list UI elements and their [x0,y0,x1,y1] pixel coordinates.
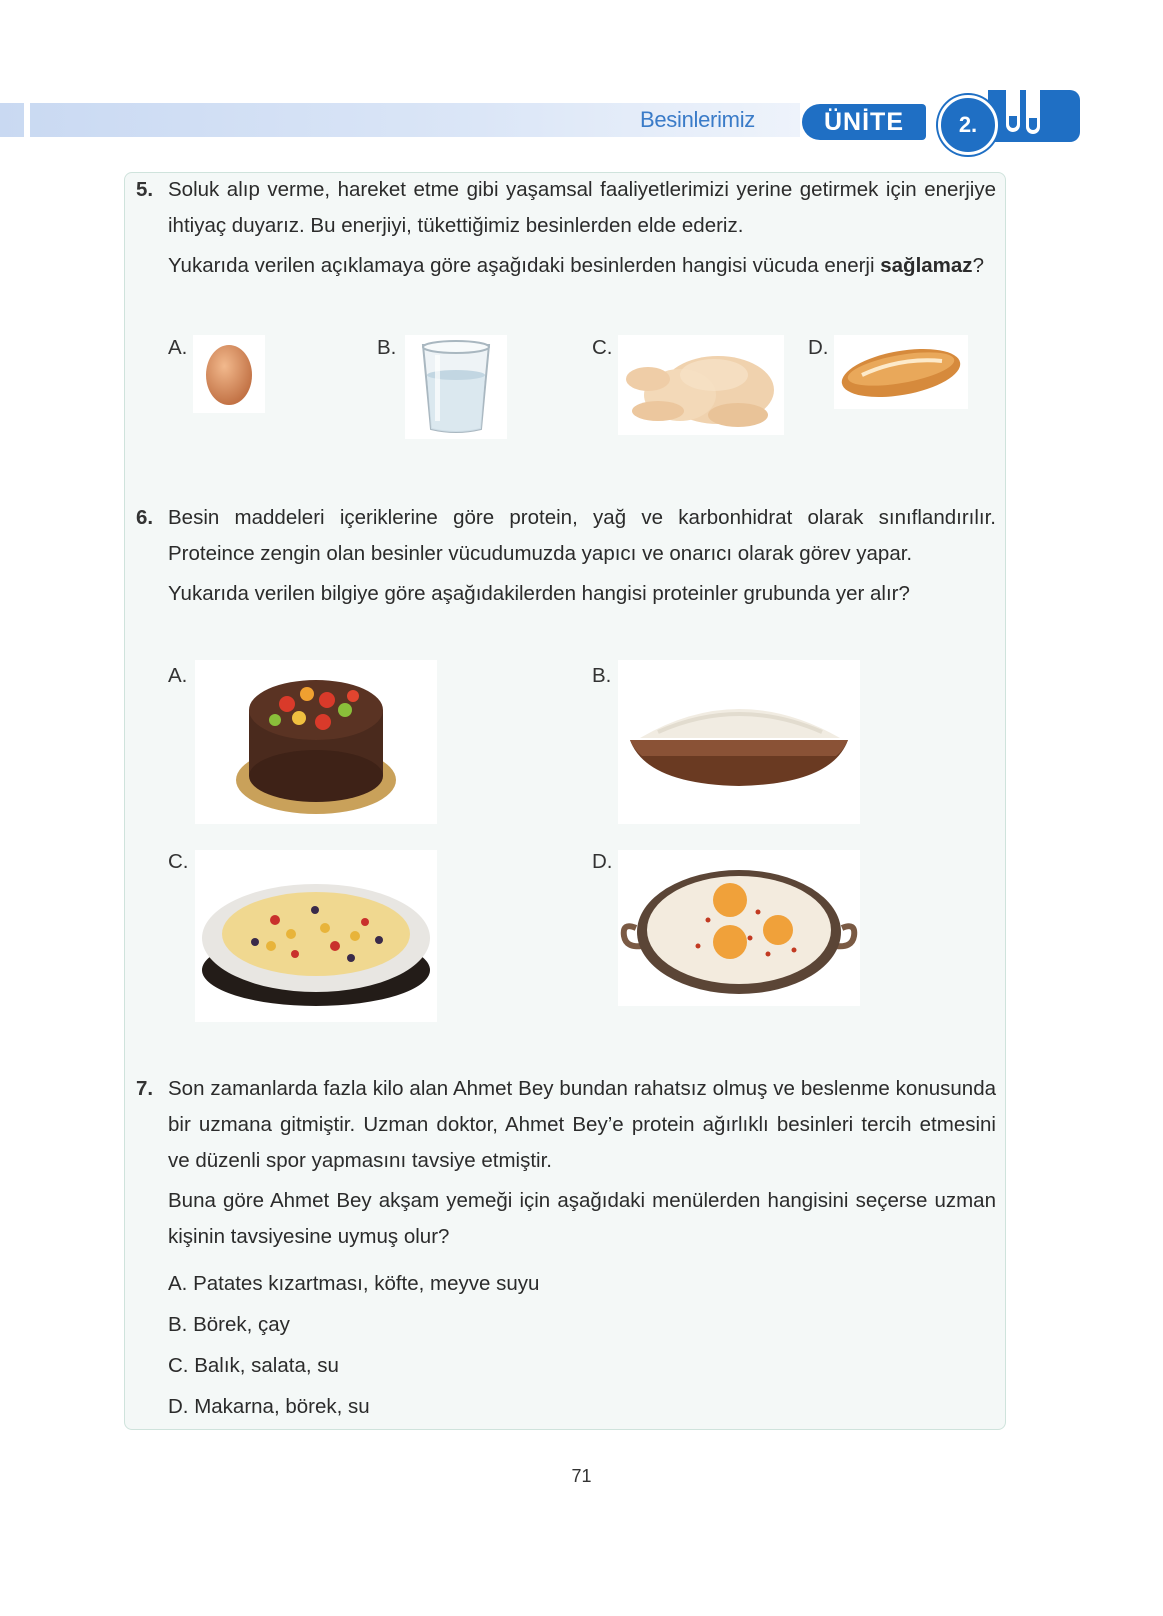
question-6 [136,500,996,612]
option-label[interactable]: D. [592,850,613,873]
answer-choices [168,1263,539,1427]
prompt-bold: sağlamaz [880,254,973,277]
option-label[interactable]: A. [168,664,188,687]
fruit-cake-image[interactable] [195,660,437,824]
unit-tab [988,90,1080,142]
option-label[interactable]: B. [592,664,612,687]
question-prompt: Buna göre Ahmet Bey akşam yemeği için aşağıdaki menülerden hangisini seçerse uzman kişinin tavsiyesine uymuş olur? [168,1189,996,1248]
answer-choice-c[interactable]: C. Balık, salata, su [168,1354,339,1377]
option-label[interactable]: B. [377,336,397,359]
question-prompt [168,248,996,284]
question-text: Soluk alıp verme, hareket etme gibi yaşamsal faaliyetlerimizi yerine getirmek için enerjiye ihtiyaç duyarız. Bu enerjiyi, tükettiğimiz besinlerden elde ederiz. [168,178,996,237]
question-7 [136,1071,996,1255]
glass-of-water-image[interactable] [405,335,507,439]
option-label[interactable]: C. [592,336,613,359]
answer-choice-d[interactable]: D. Makarna, börek, su [168,1395,370,1418]
pasta-salad-image[interactable] [195,850,437,1022]
question-text: Son zamanlarda fazla kilo alan Ahmet Bey bundan rahatsız olmuş ve beslenme konusunda bir uzmana gitmiştir. Uzman doktor, Ahmet Bey’e protein ağırlıklı besinleri tercih etmesini ve düzenli spor yapmasını tavsiye etmiştir. [168,1077,996,1172]
test-tube-icon [1026,78,1040,134]
question-prompt: Yukarıda verilen bilgiye göre aşağıdakilerden hangisi proteinler grubunda yer alır? [168,582,910,605]
option-label[interactable]: D. [808,336,829,359]
page-number: 71 [571,1466,592,1486]
question-number: 5. [136,178,154,201]
rice-bowl-image[interactable] [618,660,860,824]
option-label[interactable]: C. [168,850,189,873]
prompt-start: Yukarıda verilen açıklamaya göre aşağıdaki besinlerden hangisi vücuda enerji [168,254,875,277]
option-label[interactable]: A. [168,336,188,359]
question-text: Besin maddeleri içeriklerine göre protein, yağ ve karbonhidrat olarak sınıflandırılır. Proteince zengin olan besinler vücudumuzda yapıcı ve onarıcı olarak görev yapar. [168,506,996,565]
test-tube-icon [1006,86,1020,132]
egg-image[interactable] [193,335,265,413]
fried-eggs-pan-image[interactable] [618,850,860,1006]
prompt-end: ? [972,254,984,277]
bread-loaf-image[interactable] [834,335,968,409]
unit-label: ÜNİTE [802,104,926,140]
answer-choice-a[interactable]: A. Patates kızartması, köfte, meyve suyu [168,1272,540,1295]
section-title: Besinlerimiz [640,107,755,132]
question-number: 6. [136,506,154,529]
unit-number: 2. [938,95,998,155]
raw-chicken-image[interactable] [618,335,784,435]
answer-choice-b[interactable]: B. Börek, çay [168,1313,290,1336]
question-number: 7. [136,1077,154,1100]
question-5 [136,172,996,284]
